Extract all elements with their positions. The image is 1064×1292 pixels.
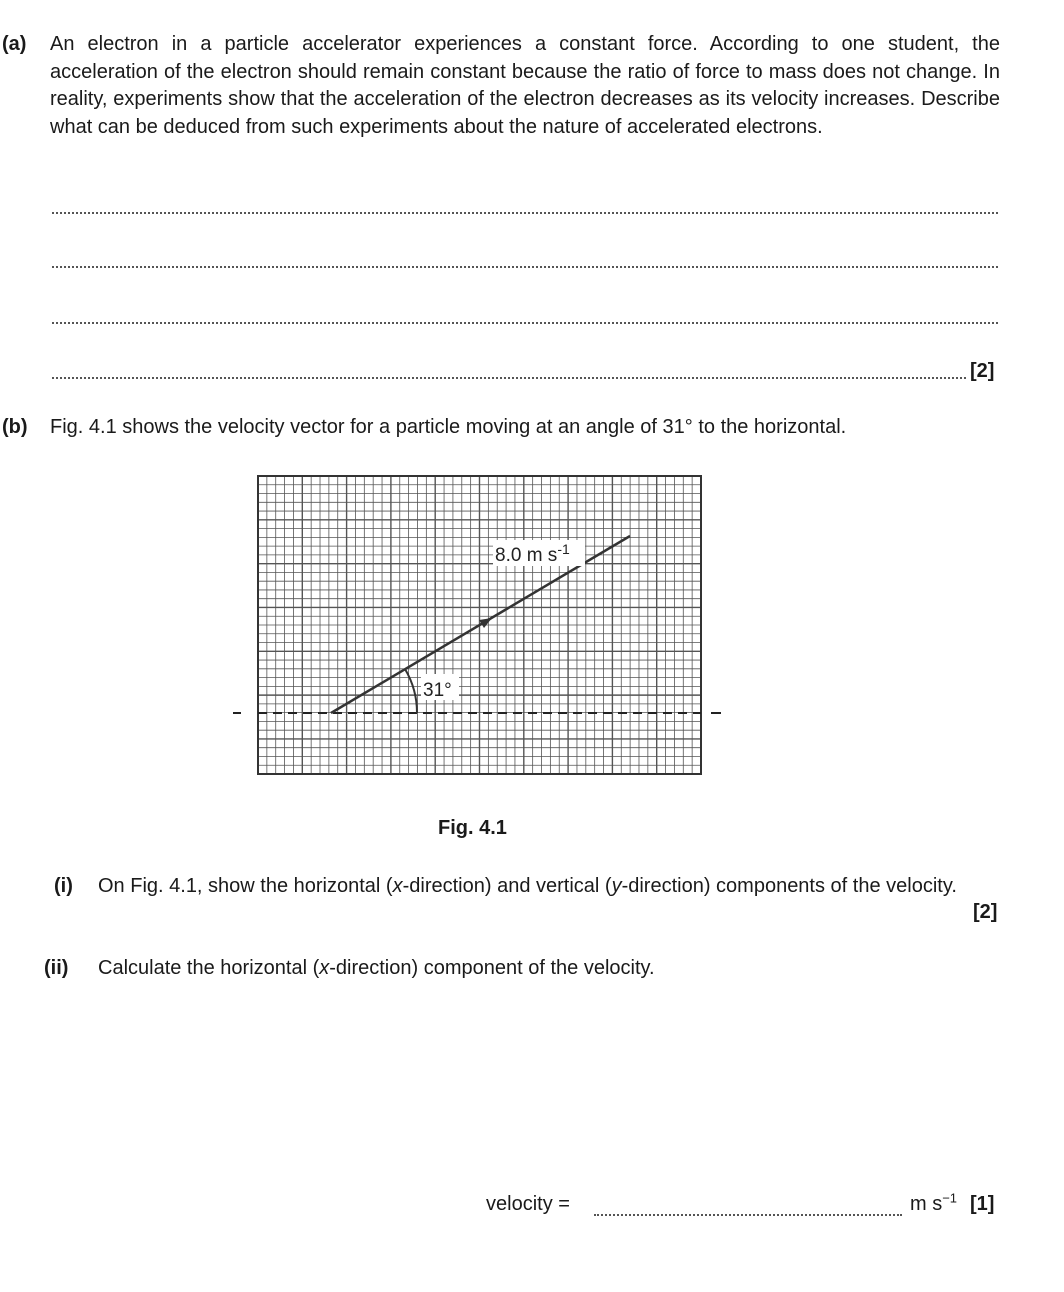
angle-label: 31°: [423, 680, 452, 701]
answer-line-3[interactable]: [52, 322, 998, 324]
arrowhead-icon: [479, 618, 492, 628]
part-a-label: (a): [2, 33, 27, 55]
answer-line-1[interactable]: [52, 212, 998, 214]
answer-line-4[interactable]: [52, 377, 966, 379]
part-ii-label: (ii): [44, 957, 69, 979]
angle-arc: [405, 669, 417, 713]
answer-marks: [1]: [970, 1193, 995, 1215]
answer-unit: m $s^{-1}$: [910, 1190, 958, 1215]
answer-line-2[interactable]: [52, 266, 998, 268]
answer-velocity-label: velocity =: [486, 1193, 570, 1215]
velocity-label: 8.0 m $s^{-1}$: [495, 541, 570, 566]
part-i-label: (i): [54, 875, 73, 897]
part-a-question: An electron in a particle accelerator experiences a constant force. According to one student, the acceleration of the electron should remain constant because the ratio of force to mass does not change. In reality, experiments show that the acceleration of the electron decreases as its velocity increases. Describe what can be deduced from such experiments about the nature of accelerated electrons.: [50, 33, 1000, 138]
part-a-marks: [2]: [970, 360, 995, 382]
part-i-marks: [2]: [973, 901, 998, 923]
part-i-question: On Fig. 4.1, show the horizontal (x-direction) and vertical (y-direction) components of the velocity.: [98, 875, 957, 897]
part-ii-question: Calculate the horizontal (x-direction) component of the velocity.: [98, 957, 655, 979]
part-b-label: (b): [2, 416, 28, 438]
figure-4-1[interactable]: [225, 468, 735, 780]
velocity-answer-field[interactable]: [594, 1214, 902, 1216]
figure-caption: Fig. 4.1: [438, 817, 507, 839]
part-b-question: Fig. 4.1 shows the velocity vector for a particle moving at an angle of 31° to the horizontal.: [50, 416, 847, 438]
